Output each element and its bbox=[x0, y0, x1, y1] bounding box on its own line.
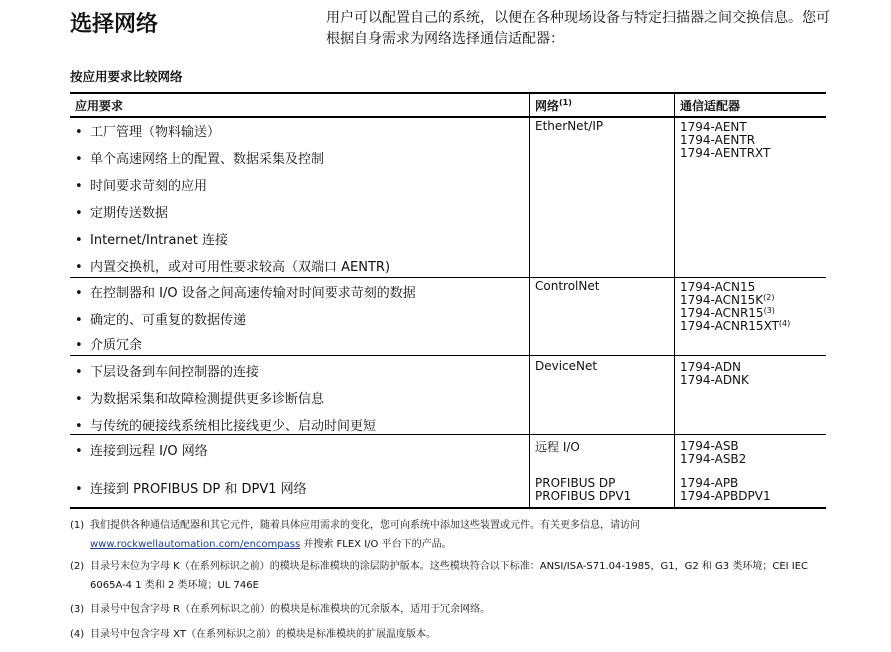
requirement-item: • 确定的、可重复的数据传递 bbox=[75, 313, 247, 328]
adapter-list bbox=[680, 361, 749, 387]
adapter-list bbox=[680, 281, 790, 333]
requirement-item: • 为数据采集和故障检测提供更多诊断信息 bbox=[75, 392, 325, 407]
requirement-item: • 下层设备到车间控制器的连接 bbox=[75, 365, 260, 380]
table-top-rule bbox=[70, 92, 826, 94]
requirement-item: • 连接到远程 I/O 网络 bbox=[75, 444, 208, 459]
network-name: 远程 I/O bbox=[535, 440, 580, 454]
adapter-item: 1794-AENTRXT bbox=[680, 146, 771, 160]
adapter-list bbox=[680, 121, 770, 160]
requirement-item: • 在控制器和 I/O 设备之间高速传输对时间要求苛刻的数据 bbox=[75, 286, 416, 301]
adapter-item: 1794-ACNR15$^{(3)}$ bbox=[680, 306, 775, 320]
footnote-2: (2) 目录号末位为字母 K（在系列标识之前）的模块是标准模块的涂层防护版本。这些模块符合以下标准：ANSI/ISA-S71.04-1985，G1，G2 和 G3 类环境；CEI IEC 6065A-4 1 类和 2 类环境；UL 746E bbox=[70, 561, 809, 591]
network-name: ControlNet bbox=[535, 279, 600, 293]
footnote-4: (4) 目录号中包含字母 XT（在系列标识之前）的模块是标准模块的扩展温度版本。 bbox=[70, 629, 436, 640]
table-bottom-rule bbox=[70, 507, 826, 509]
adapter-item: 1794-ACN15 bbox=[680, 280, 756, 294]
footnote-1: (1) 我们提供各种通信适配器和其它元件，随着具体应用需求的变化，您可向系统中添加这些装置或元件。有关更多信息，请访问 www.rockwellautomation.com/encompass 并搜索 FLEX I/O 平台下的产品。 bbox=[70, 520, 640, 550]
adapter-list bbox=[680, 440, 746, 466]
requirement-item: • 内置交换机，或对可用性要求较高（双端口 AENTR) bbox=[75, 260, 391, 275]
table-row-divider bbox=[70, 277, 826, 278]
network-name: PROFIBUS DP PROFIBUS DPV1 bbox=[535, 476, 632, 503]
requirement-item: • 定期传送数据 bbox=[75, 206, 169, 221]
encompass-link[interactable]: www.rockwellautomation.com/encompass bbox=[90, 539, 301, 550]
adapter-item: 1794-APB bbox=[680, 476, 739, 490]
requirement-item: • 工厂管理（物料输送） bbox=[75, 125, 221, 140]
table-row-divider bbox=[70, 434, 826, 435]
adapter-item: 1794-ADNK bbox=[680, 373, 749, 387]
adapter-item: 1794-ASB2 bbox=[680, 452, 747, 466]
footnote-ref: (1) bbox=[559, 98, 572, 107]
adapter-item: 1794-AENT bbox=[680, 120, 747, 134]
table-header-rule bbox=[70, 116, 826, 118]
requirement-item: • 与传统的硬接线系统相比接线更少、启动时间更短 bbox=[75, 419, 377, 434]
section-title: 按应用要求比较网络 bbox=[70, 69, 183, 84]
header-network: 网络$^{(1)}$ bbox=[535, 98, 572, 113]
footnote-ref: (2) bbox=[763, 293, 775, 302]
adapter-item: 1794-AENTR bbox=[680, 133, 756, 147]
adapter-item: 1794-ADN bbox=[680, 360, 742, 374]
requirement-item: • Internet/Intranet 连接 bbox=[75, 233, 228, 248]
intro-text: 用户可以配置自己的系统，以便在各种现场设备与特定扫描器之间交换信息。您可根据自身需求为网络选择通信适配器： bbox=[326, 10, 830, 47]
adapter-item: $1794-ACN15K^{(2)}$ bbox=[680, 293, 775, 307]
header-requirements: 应用要求 bbox=[75, 99, 124, 113]
requirement-item: • 单个高速网络上的配置、数据采集及控制 bbox=[75, 152, 325, 167]
adapter-item: 1794-APBDPV1 bbox=[680, 489, 771, 503]
footnote-ref: (3) bbox=[763, 306, 775, 315]
requirement-item: • 介质冗余 bbox=[75, 338, 143, 353]
table-row-divider bbox=[70, 355, 826, 356]
network-name: EtherNet/IP bbox=[535, 119, 604, 133]
adapter-item: 1794-ASB bbox=[680, 439, 739, 453]
footnote-ref: (4) bbox=[778, 319, 791, 328]
page-title: 选择网络 bbox=[70, 12, 159, 37]
requirement-item: • 时间要求苛刻的应用 bbox=[75, 179, 208, 194]
column-divider bbox=[529, 93, 530, 507]
adapter-list bbox=[680, 477, 771, 503]
footnote-3: (3) 目录号中包含字母 R（在系列标识之前）的模块是标准模块的冗余版本，适用于冗余网络。 bbox=[70, 604, 491, 615]
network-name: DeviceNet bbox=[535, 359, 598, 373]
requirement-item: • 连接到 PROFIBUS DP 和 DPV1 网络 bbox=[75, 482, 307, 497]
column-divider bbox=[674, 93, 675, 507]
header-adapters: 通信适配器 bbox=[680, 99, 741, 113]
adapter-item: 1794-ACNR15XT$^{(4)}$ bbox=[680, 319, 791, 333]
